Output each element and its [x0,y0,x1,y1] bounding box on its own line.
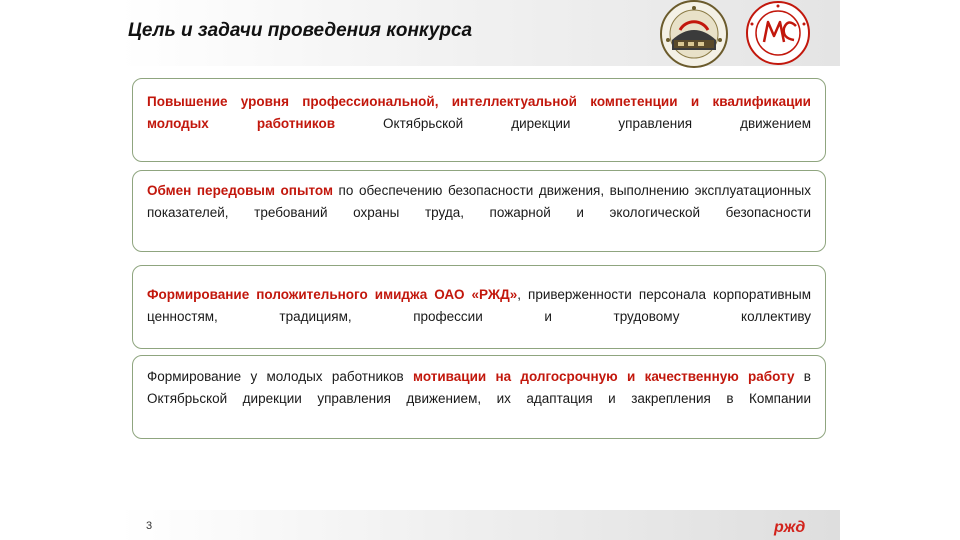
slide-footer [120,510,840,540]
card-4-lead: Формирование у молодых работников [147,369,414,384]
page-title: Цель и задачи проведения конкурса [128,20,473,41]
goal-card-3 [132,265,826,349]
goal-card-4 [132,355,826,439]
card-3-highlight: Формирование положительного имиджа ОАО «РЖД» [147,287,518,302]
card-1-text: Октябрьской дирекции управления движением [335,115,812,131]
card-4-text: в Октябрьской дирекции управления движением, их адаптация и закрепления в Компании [147,369,811,406]
card-2-highlight: Обмен передовым опытом [147,183,333,198]
rosprofzhel-emblem-icon [656,0,732,70]
page-number: 3 [146,520,153,532]
card-2-text: по обеспечению безопасности движения, выполнению эксплуатационных показателей, требований охраны труда, пожарной и экологической безопасности [147,183,811,220]
card-4-highlight: мотивации на долгосрочную и качественную работу [413,369,795,384]
goal-card-2 [132,170,826,252]
card-1-highlight: Повышение уровня профессиональной, интеллектуальной компетенции и квалификации молодых работников [147,94,811,131]
card-3-text: , приверженности персонала корпоративным ценностям, традициям, профессии и трудовому коллективу [147,287,811,324]
rzd-logo-icon [772,516,816,536]
svg-text:ржд: ржд [774,519,806,536]
goal-card-1 [132,78,826,162]
young-specialists-emblem-icon [740,0,816,66]
slide-header [120,0,840,66]
slide [120,0,840,540]
